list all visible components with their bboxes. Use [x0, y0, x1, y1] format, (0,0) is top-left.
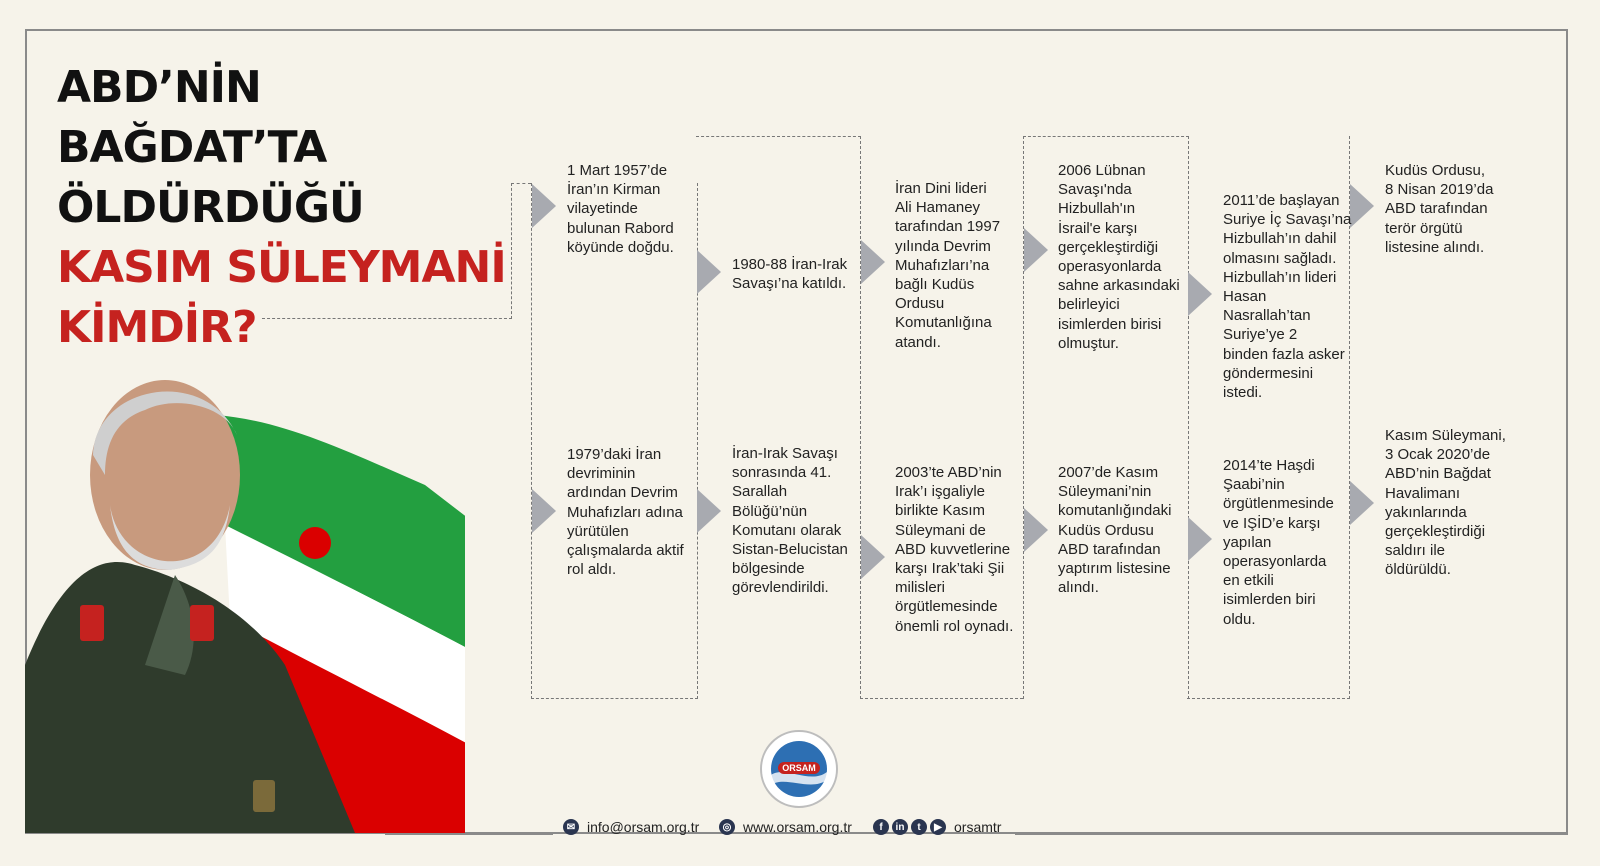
orsam-logo	[760, 730, 838, 808]
title-connector-v	[511, 183, 512, 319]
timeline-text-col1-top: 1 Mart 1957’de İran’ın Kirman vilayetinde bulunan Rabord köyünde doğdu.	[567, 162, 674, 256]
title-line-5: KİMDİR?	[57, 302, 257, 353]
timeline-text-col4-top: 2006 Lübnan Savaşı'nda Hizbullah'ın İsrail'e karşı gerçekleştirdiği operasyonlarda sahne arkasındaki belirleyici isimlerden birisi olmuştur.	[1058, 162, 1180, 352]
timeline-text-col5-bottom: 2014’te Haşdi Şaabi’nin örgütlenmesinde ve IŞİD’e karşı yapılan operasyonlarda en etkili isimlerden biri oldu.	[1223, 457, 1334, 628]
footer-email-text: info@orsam.org.tr	[587, 819, 700, 835]
timeline-text-col3-bottom: 2003’te ABD’nin Irak’ı işgaliyle birlikte Kasım Süleymani de ABD kuvvetlerine karşı Irak’taki Şii milisleri örgütlemesinde önemli rol oynadı.	[895, 464, 1014, 635]
email-icon: ✉	[563, 819, 579, 835]
arrow-right-icon	[1188, 517, 1212, 561]
timeline-text-col4-bottom: 2007’de Kasım Süleymani’nin komutanlığındaki Kudüs Ordusu ABD tarafından yaptırım listesine alındı.	[1058, 464, 1172, 597]
footer-line-left	[385, 833, 553, 835]
arrow-right-icon	[1024, 228, 1048, 272]
arrow-right-icon	[1188, 272, 1212, 316]
title-connector-h	[262, 318, 512, 319]
arrow-right-icon	[532, 489, 556, 533]
arrow-right-icon	[861, 240, 885, 284]
timeline-box-1	[531, 183, 698, 699]
facebook-icon[interactable]: f	[873, 819, 889, 835]
timeline-text-col5-top: 2011’de başlayan Suriye İç Savaşı’na Hizbullah’ın dahil olmasını sağladı. Hizbullah’ın lideri Hasan Nasrallah’tan Suriye’ye 2 binden fazla asker göndermesini istedi.	[1223, 192, 1352, 402]
timeline-text-col2-top: 1980-88 İran-Irak Savaşı’na katıldı.	[732, 256, 848, 293]
footer-line-right	[1015, 833, 1568, 835]
title-line-2: BAĞDAT’TA	[57, 122, 327, 173]
youtube-icon[interactable]: ▶	[930, 819, 946, 835]
arrow-right-icon	[1024, 508, 1048, 552]
title-line-4: KASIM SÜLEYMANİ	[57, 242, 506, 293]
arrow-right-icon	[532, 184, 556, 228]
arrow-right-icon	[1350, 481, 1374, 525]
twitter-icon[interactable]: t	[911, 819, 927, 835]
title-line-1: ABD’NİN	[57, 62, 261, 113]
timeline-text-col1-bottom: 1979’daki İran devriminin ardından Devrim Muhafızları adına yürütülen çalışmalarda aktif rol aldı.	[567, 446, 684, 579]
globe-icon: ◎	[719, 819, 735, 835]
timeline-text-col3-top: İran Dini lideri Ali Hamaney tarafından 1997 yılında Devrim Muhafızları’na bağlı Kudüs Ordusu Komutanlığına atandı.	[895, 180, 1001, 351]
footer-email[interactable]	[563, 816, 699, 838]
title-connector-top	[511, 183, 531, 184]
timeline-text-col2-bottom: İran-Irak Savaşı sonrasında 41. Sarallah Bölüğü’nün Komutanı olarak Sistan-Belucistan bölgesinde görevlendirildi.	[732, 445, 848, 597]
svg-text:ORSAM: ORSAM	[782, 763, 816, 773]
timeline-text-col6-top: Kudüs Ordusu, 8 Nisan 2019’da ABD tarafından terör örgütü listesine alındı.	[1385, 162, 1494, 256]
title-line-3: ÖLDÜRDÜĞÜ	[57, 182, 364, 233]
footer-website[interactable]	[719, 816, 852, 838]
arrow-right-icon	[861, 535, 885, 579]
arrow-right-icon	[1350, 184, 1374, 228]
footer-website-text: www.orsam.org.tr	[743, 819, 852, 835]
arrow-right-icon	[697, 489, 721, 533]
page-title	[57, 58, 506, 358]
footer-social-text: orsamtr	[954, 819, 1002, 835]
footer-social[interactable]	[873, 816, 1001, 838]
portrait-image	[25, 365, 465, 833]
timeline-text-col6-bottom: Kasım Süleymani, 3 Ocak 2020’de ABD’nin Bağdat Havalimanı yakınlarında gerçekleştirdiği saldırı ile öldürüldü.	[1385, 427, 1506, 579]
timeline-box-2	[696, 136, 861, 699]
arrow-right-icon	[697, 250, 721, 294]
linkedin-icon[interactable]: in	[892, 819, 908, 835]
